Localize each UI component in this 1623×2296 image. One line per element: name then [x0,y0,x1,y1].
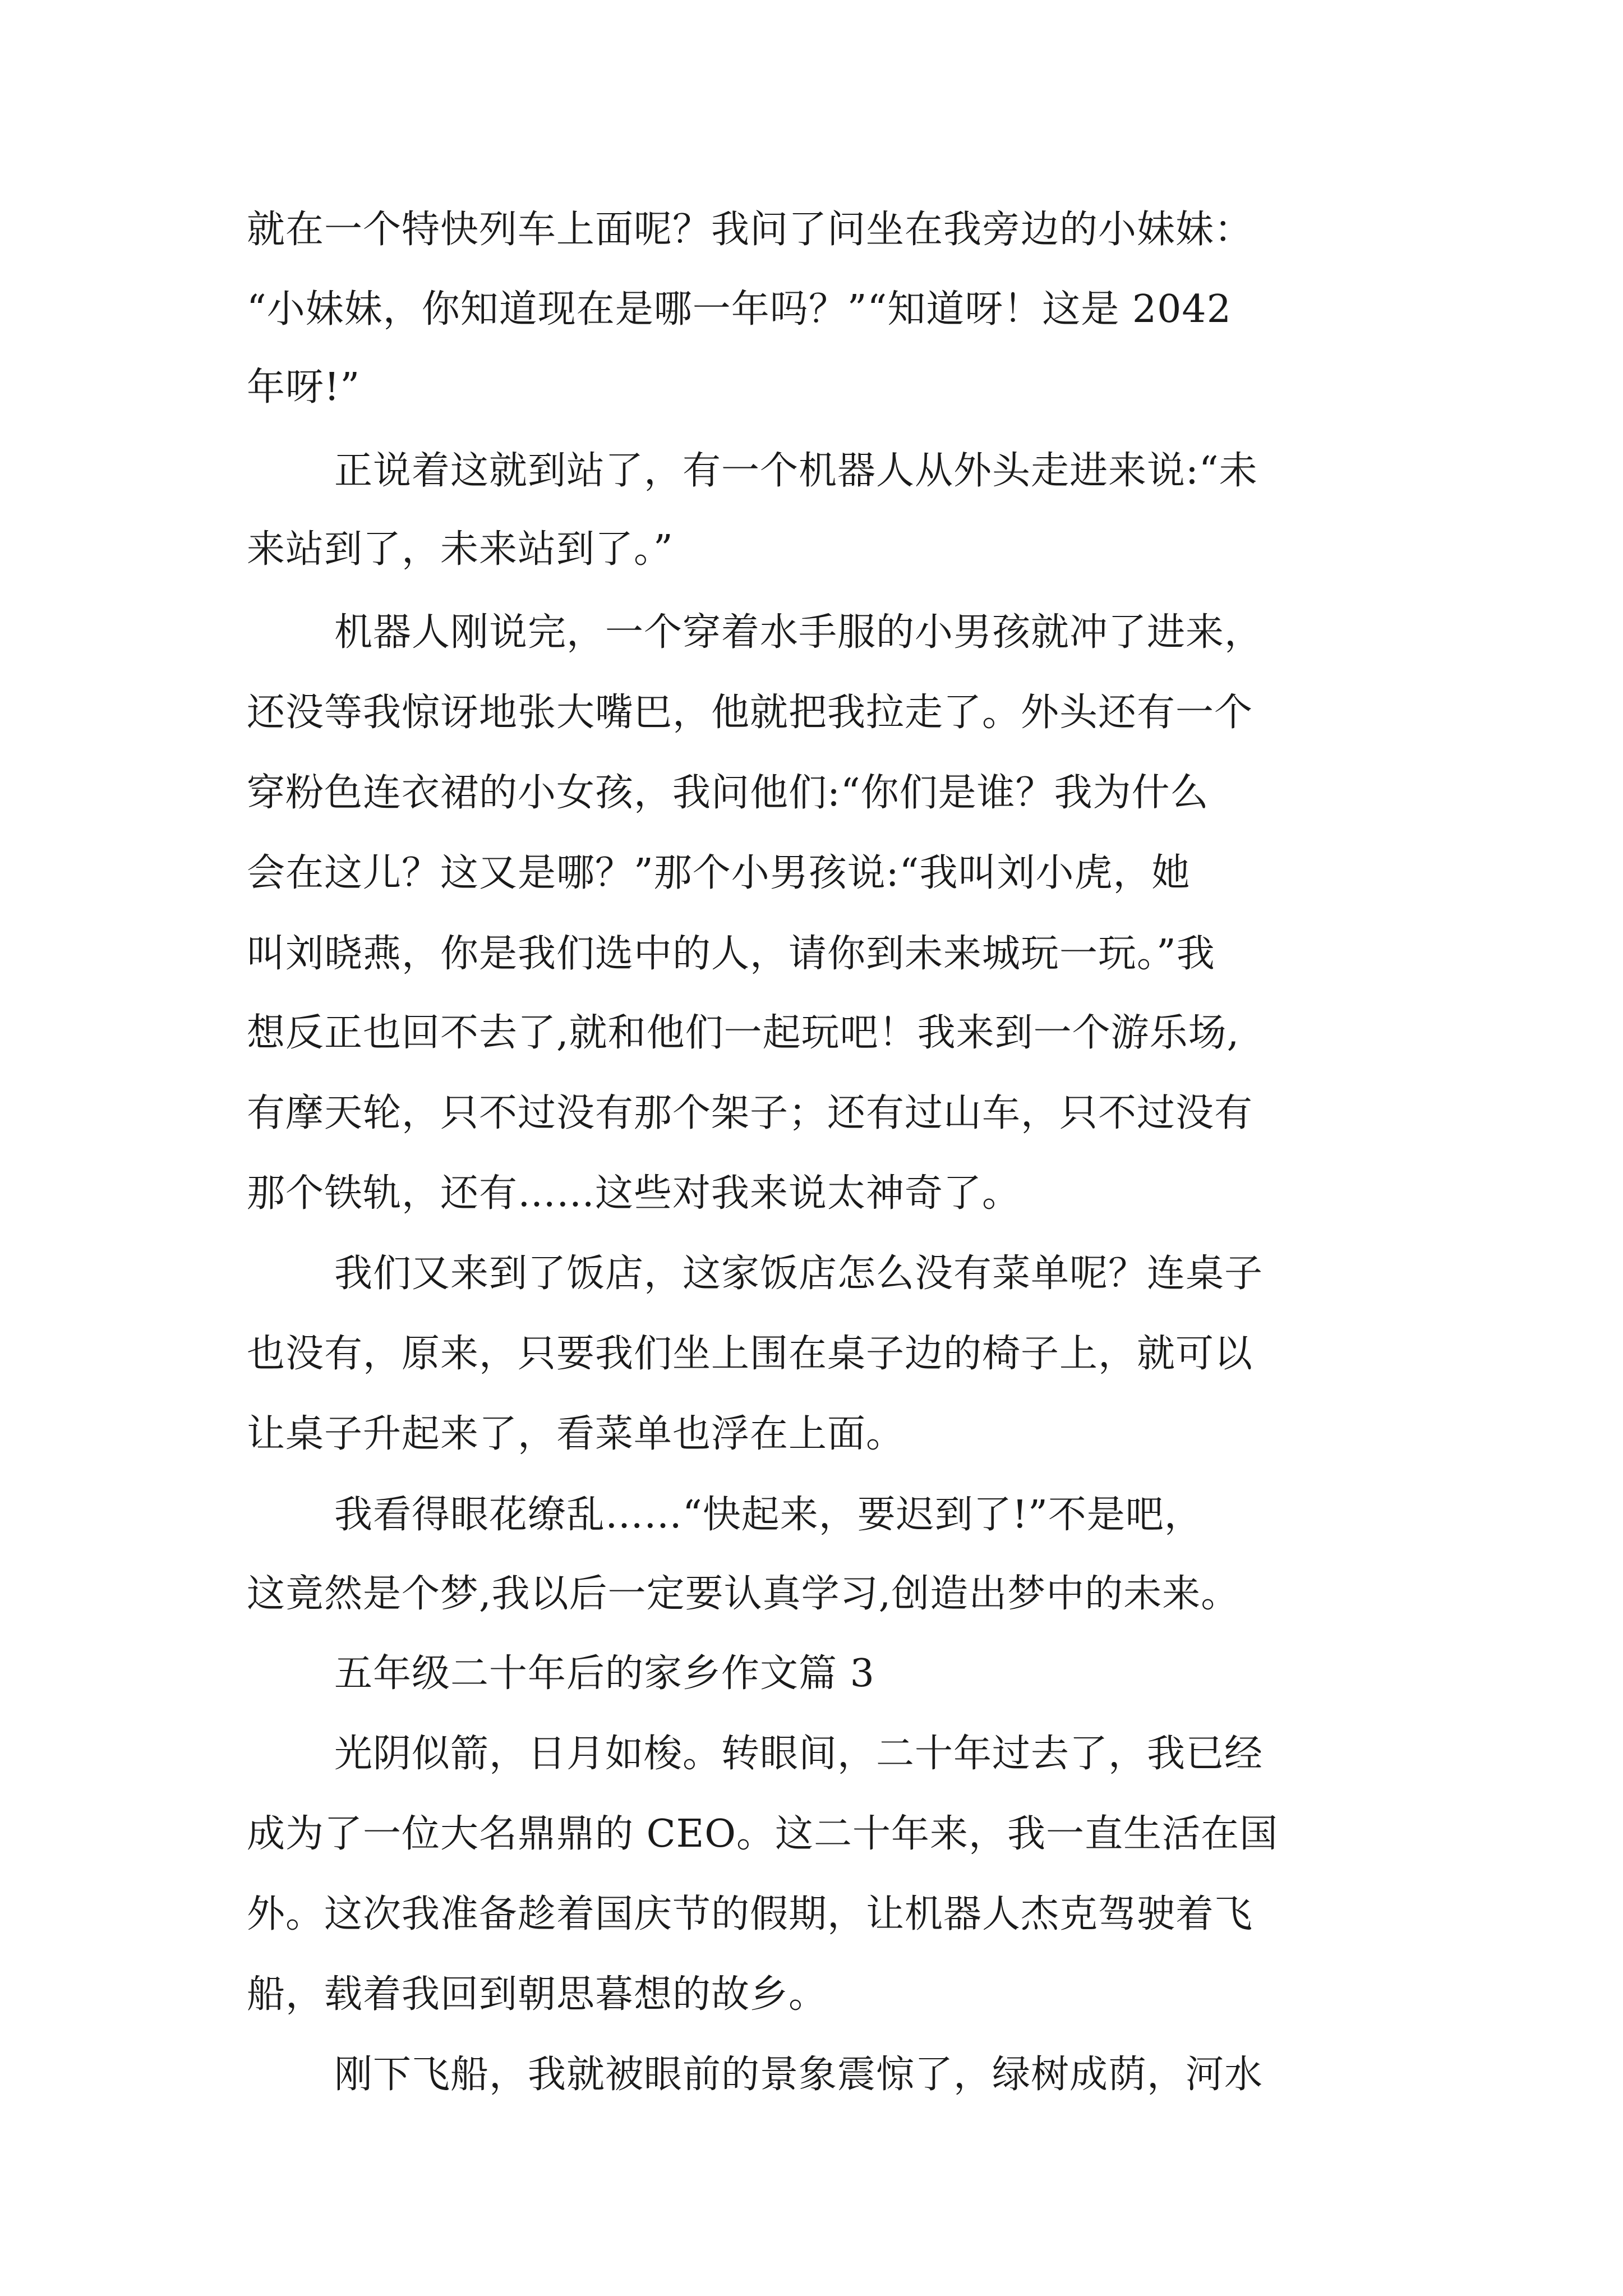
text-line: 会在这儿？这又是哪？”那个小男孩说:“我叫刘小虎，她 [247,851,1191,895]
text-line: 成为了一位大名鼎鼎的 CEO。这二十年来，我一直生活在国 [247,1812,1279,1856]
text-line: 来站到了，未来站到了。” [247,527,674,572]
text-line: 外。这次我准备趁着国庆节的假期，让机器人杰克驾驶着飞 [247,1892,1253,1936]
text-line: 这竟然是个梦,我以后一定要认真学习,创造出梦中的未来。 [247,1572,1240,1616]
paragraph-first-line: 机器人刚说完，一个穿着水手服的小男孩就冲了进来， [334,610,1264,655]
text-line: “小妹妹，你知道现在是哪一年吗？”“知道呀！这是 2042 [247,287,1232,332]
text-line: 有摩天轮，只不过没有那个架子；还有过山车，只不过没有 [247,1091,1253,1135]
paragraph-first-line: 刚下飞船，我就被眼前的景象震惊了，绿树成荫，河水 [334,2053,1264,2097]
section-heading: 五年级二十年后的家乡作文篇 3 [334,1651,875,1696]
text-line: 也没有，原来，只要我们坐上围在桌子边的椅子上，就可以 [247,1332,1253,1376]
text-line: 就在一个特快列车上面呢？我问了问坐在我旁边的小妹妹： [247,208,1253,252]
text-line: 年呀!” [247,365,361,409]
paragraph-first-line: 正说着这就到站了，有一个机器人从外头走进来说:“未 [334,449,1258,493]
text-line: 叫刘晓燕，你是我们选中的人，请你到未来城玩一玩。”我 [247,932,1215,976]
text-line: 穿粉色连衣裙的小女孩，我问他们:“你们是谁？我为什么 [247,771,1209,815]
text-line: 船，载着我回到朝思暮想的故乡。 [247,1972,828,2017]
text-line: 还没等我惊讶地张大嘴巴，他就把我拉走了。外头还有一个 [247,691,1253,735]
paragraph-first-line: 光阴似箭，日月如梭。转眼间，二十年过去了，我已经 [334,1732,1264,1776]
paragraph-first-line: 我们又来到了饭店，这家饭店怎么没有菜单呢？连桌子 [334,1251,1264,1296]
text-line: 让桌子升起来了，看菜单也浮在上面。 [247,1412,905,1456]
paragraph-first-line: 我看得眼花缭乱……“快起来，要迟到了!”不是吧， [334,1493,1203,1537]
text-line: 想反正也回不去了,就和他们一起玩吧！我来到一个游乐场, [247,1011,1240,1055]
text-line: 那个铁轨，还有……这些对我来说太神奇了。 [247,1171,1021,1216]
